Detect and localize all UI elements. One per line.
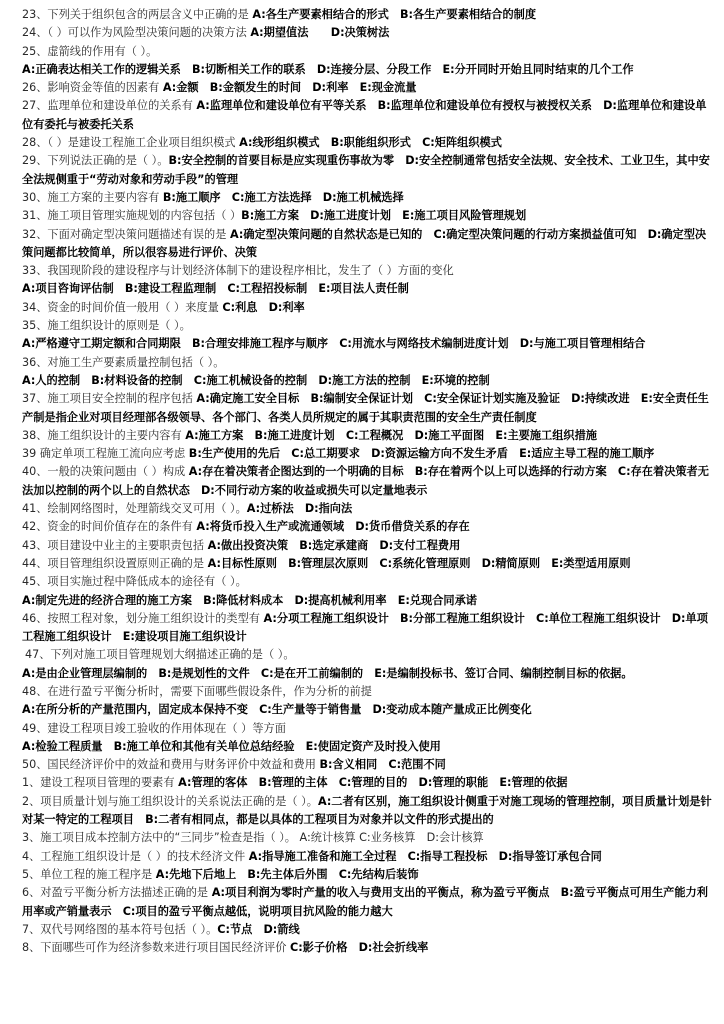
answer-text: A:在所分析的产量范围内，固定成本保持不变 C:生产量等于销售量 D:变动成本随产量成正比例变化	[22, 703, 532, 717]
question-item	[22, 226, 714, 263]
question-item	[22, 610, 714, 647]
question-item	[22, 372, 714, 390]
question-item	[22, 390, 714, 427]
answer-text: A:做出投资决策 B:选定承建商 D:支付工程费用	[207, 538, 461, 552]
question-text: 30、施工方案的主要内容有	[22, 190, 163, 204]
answer-text: A:确定施工安全目标 B:编制安全保证计划 C:安全保证计划实施及验证 D:持续改进 E:安全责任生产制是指企业对项目经理部各级领导、各个部门、各类人员所规定的属于其职责范围的安全生产责任制度	[22, 392, 709, 424]
question-item	[22, 500, 714, 518]
answer-text: A:先地下后地上 B:先主体后外围 C:先结构后装饰	[155, 867, 419, 881]
question-text: 36、对施工生产要素质量控制包括（ ）。	[22, 355, 225, 369]
question-text: 35、施工组织设计的原则是（ ）。	[22, 319, 191, 333]
answer-text: A:正确表达相关工作的逻辑关系 B:切断相关工作的联系 D:连接分层、分段工作 E:分开同时开始且同时结束的几个工作	[22, 62, 634, 76]
question-item	[22, 646, 714, 664]
answer-text: A:分项工程施工组织设计 B:分部工程施工组织设计 C:单位工程施工组织设计 D:单项工程施工组织设计 E:建设项目施工组织设计	[22, 611, 708, 644]
question-item	[22, 720, 714, 738]
question-text: 46、按照工程对象，划分施工组织设计的类型有	[22, 611, 264, 625]
question-item	[22, 701, 714, 719]
question-item	[22, 299, 714, 317]
question-item	[22, 774, 714, 792]
answer-text: B:含义相同 C:范围不同	[319, 758, 446, 772]
question-text: 7、双代号网络图的基本符号包括（ ）。	[22, 922, 218, 936]
question-item	[22, 738, 714, 756]
answer-text: B:安全控制的首要目标是应实现重伤事故为零 D:安全控制通常包括安全法规、安全技术、工业卫生，其中安全法规侧重于“劳动对象和劳动手段”的管理	[22, 154, 710, 186]
question-item	[22, 134, 714, 152]
answer-text: A:过桥法 D:指向法	[246, 502, 353, 516]
question-text: 41、绘制网络图时，处理箭线交叉可用（ ）。	[22, 502, 247, 516]
answer-text: A:确定型决策问题的自然状态是已知的 C:确定型决策问题的行动方案损益值可知 D:确定型决策问题都比较简单，所以很容易进行评价、决策	[22, 227, 707, 259]
question-text: 40、一般的决策问题由（ ）构成	[22, 465, 189, 479]
question-text: 23、下列关于组织包含的两层含义中正确的是	[22, 8, 253, 21]
question-text: 49、建设工程项目竣工验收的作用体现在（ ）等方面	[22, 721, 286, 735]
answer-text: A:金额 B:金额发生的时间 D:利率 E:现金流量	[162, 81, 417, 95]
answer-text: A:施工方案 B:施工进度计划 C:工程概况 D:施工平面图 E:主要施工组织措施	[185, 428, 597, 442]
question-item	[22, 280, 714, 298]
question-item	[22, 756, 714, 774]
question-item	[22, 829, 714, 847]
answer-text: B:生产使用的先后 C:总工期要求 D:资源运输方向不发生矛盾 E:适应主导工程的施工顺序	[188, 447, 655, 461]
answer-text: A:项目咨询评估制 B:建设工程监理制 C:工程招投标制 E:项目法人责任制	[22, 282, 409, 296]
answer-text: A:将货币投入生产或流通领域 D:货币借贷关系的存在	[196, 520, 470, 534]
question-item	[22, 555, 714, 573]
answer-text: B:施工方案 D:施工进度计划 E:施工项目风险管理规划	[241, 209, 527, 223]
question-item	[22, 335, 714, 353]
question-text: 27、监理单位和建设单位的关系有	[22, 99, 197, 113]
question-text: 29、下列说法正确的是（ ）。	[22, 154, 169, 168]
question-text: 32、下面对确定型决策问题描述有误的是	[22, 227, 230, 241]
question-item	[22, 518, 714, 536]
question-text: 47、下列对施工项目管理规划大纲描述正确的是（ ）。	[25, 648, 295, 662]
question-item	[22, 207, 714, 225]
question-text: 33、我国现阶段的建设程序与计划经济体制下的建设程序相比，发生了（ ）方面的变化	[22, 264, 454, 278]
question-item	[22, 866, 714, 884]
question-item	[22, 793, 714, 830]
question-item	[22, 152, 714, 189]
question-item	[22, 921, 714, 939]
question-item	[22, 665, 714, 683]
question-text: 38、施工组织设计的主要内容有	[22, 428, 186, 442]
question-text: 43、项目建设中业主的主要职责包括	[22, 538, 208, 552]
answer-text: A:期望值法 D:决策树法	[250, 26, 390, 40]
question-text: 25、虚箭线的作用有（ ）。	[22, 44, 158, 58]
question-text: 2、项目质量计划与施工组织设计的关系说法正确的是（ ）。	[22, 794, 318, 808]
answer-text: A:检验工程质量 B:施工单位和其他有关单位总结经验 E:使固定资产及时投入使用	[22, 739, 441, 753]
question-text: 28、（ ）是建设工程施工企业项目组织模式	[22, 136, 240, 150]
answer-text: A:制定先进的经济合理的施工方案 B:降低材料成本 D:提高机械利用率 E:兑现合同承诺	[22, 593, 477, 607]
question-item	[22, 445, 714, 463]
answer-text: A:各生产要素相结合的形式 B:各生产要素相结合的制度	[252, 8, 537, 21]
question-item	[22, 537, 714, 555]
answer-text: A:目标性原则 B:管理层次原则 C:系统化管理原则 D:精简原则 E:类型适用原则	[207, 556, 631, 570]
question-text: 48、在进行盈亏平衡分析时，需要下面哪些假设条件，作为分析的前提	[22, 684, 372, 698]
question-text: 5、单位工程的施工程序是	[22, 867, 156, 881]
question-item	[22, 97, 714, 134]
question-item	[22, 24, 714, 42]
question-item	[22, 43, 714, 61]
question-text: 3、施工项目成本控制方法中的“三同步”检查是指（ ）。 A:统计核算 C:业务核算 D:会计核算	[22, 831, 484, 845]
answer-text: A:严格遵守工期定额和合同期限 B:合理安排施工程序与顺序 C:用流水与网络技术编制进度计划 D:与施工项目管理相结合	[22, 337, 646, 351]
question-item	[22, 317, 714, 335]
answer-text: A:项目利润为零时产量的收入与费用支出的平衡点，称为盈亏平衡点 B:盈亏平衡点可用生产能力利用率或产销量表示 C:项目的盈亏平衡点越低，说明项目抗风险的能力越大	[22, 886, 708, 918]
answer-text: C:影子价格 D:社会折线率	[290, 941, 429, 955]
question-text: 34、资金的时间价值一般用（ ）来度量	[22, 300, 223, 314]
question-item	[22, 939, 714, 957]
question-text: 8、下面哪些可作为经济参数来进行项目国民经济评价	[22, 941, 290, 955]
question-text: 24、（ ）可以作为风险型决策问题的决策方法	[22, 26, 251, 40]
question-text: 39 确定单项工程施工流向应考虑	[22, 447, 189, 461]
answer-text: B:施工顺序 C:施工方法选择 D:施工机械选择	[162, 190, 404, 204]
answer-text: A:线形组织模式 B:职能组织形式 C:矩阵组织模式	[239, 136, 502, 150]
answer-text: C:利息 D:利率	[222, 300, 305, 314]
question-item	[22, 262, 714, 280]
question-text: 37、施工项目安全控制的程序包括	[22, 392, 197, 406]
question-item	[22, 427, 714, 445]
question-text: 26、影响资金等值的因素有	[22, 81, 163, 95]
question-item	[22, 189, 714, 207]
answer-text: C:节点 D:箭线	[217, 922, 300, 936]
answer-text: A:是由企业管理层编制的 B:是规划性的文件 C:是在开工前编制的 E:是编制投标书、签订合同、编制控制目标的依据。	[22, 666, 633, 680]
question-item	[22, 6, 714, 24]
answer-text: A:人的控制 B:材料设备的控制 C:施工机械设备的控制 D:施工方法的控制 E:环境的控制	[22, 373, 490, 387]
answer-text: A:存在着决策者企图达到的一个明确的目标 B:存在着两个以上可以选择的行动方案 C:存在着决策者无法加以控制的两个以上的自然状态 D:不同行动方案的收益或损失可以定量地表示	[22, 465, 709, 497]
question-text: 45、项目实施过程中降低成本的途径有（ ）。	[22, 575, 247, 589]
question-item	[22, 884, 714, 921]
question-item	[22, 683, 714, 701]
question-text: 4、工程施工组织设计是（ ）的技术经济文件	[22, 849, 249, 863]
question-item	[22, 573, 714, 591]
question-text: 50、国民经济评价中的效益和费用与财务评价中效益和费用	[22, 758, 320, 772]
answer-text: A:二者有区别，施工组织设计侧重于对施工现场的管理控制，项目质量计划是针对某一特定的工程项目 B:二者有相同点，都是以具体的工程项目为对象并以文件的形式提出的	[22, 794, 712, 827]
question-text: 44、项目管理组织设置原则正确的是	[22, 556, 208, 570]
question-item	[22, 848, 714, 866]
question-text: 42、资金的时间价值存在的条件有	[22, 520, 197, 534]
question-item	[22, 79, 714, 97]
answer-text: A:指导施工准备和施工全过程 C:指导工程投标 D:指导签订承包合同	[248, 849, 602, 863]
question-item	[22, 592, 714, 610]
question-text: 6、对盈亏平衡分析方法描述正确的是	[22, 886, 212, 900]
question-item	[22, 354, 714, 372]
question-text: 31、施工项目管理实施规划的内容包括（ ）	[22, 209, 242, 223]
answer-text: A:管理的客体 B:管理的主体 C:管理的目的 D:管理的职能 E:管理的依据	[178, 776, 568, 790]
question-item	[22, 61, 714, 79]
question-item	[22, 463, 714, 500]
answer-text: A:监理单位和建设单位有平等关系 B:监理单位和建设单位有授权与被授权关系 D:监理单位和建设单位有委托与被委托关系	[22, 99, 707, 131]
question-text: 1、建设工程项目管理的要素有	[22, 776, 179, 790]
